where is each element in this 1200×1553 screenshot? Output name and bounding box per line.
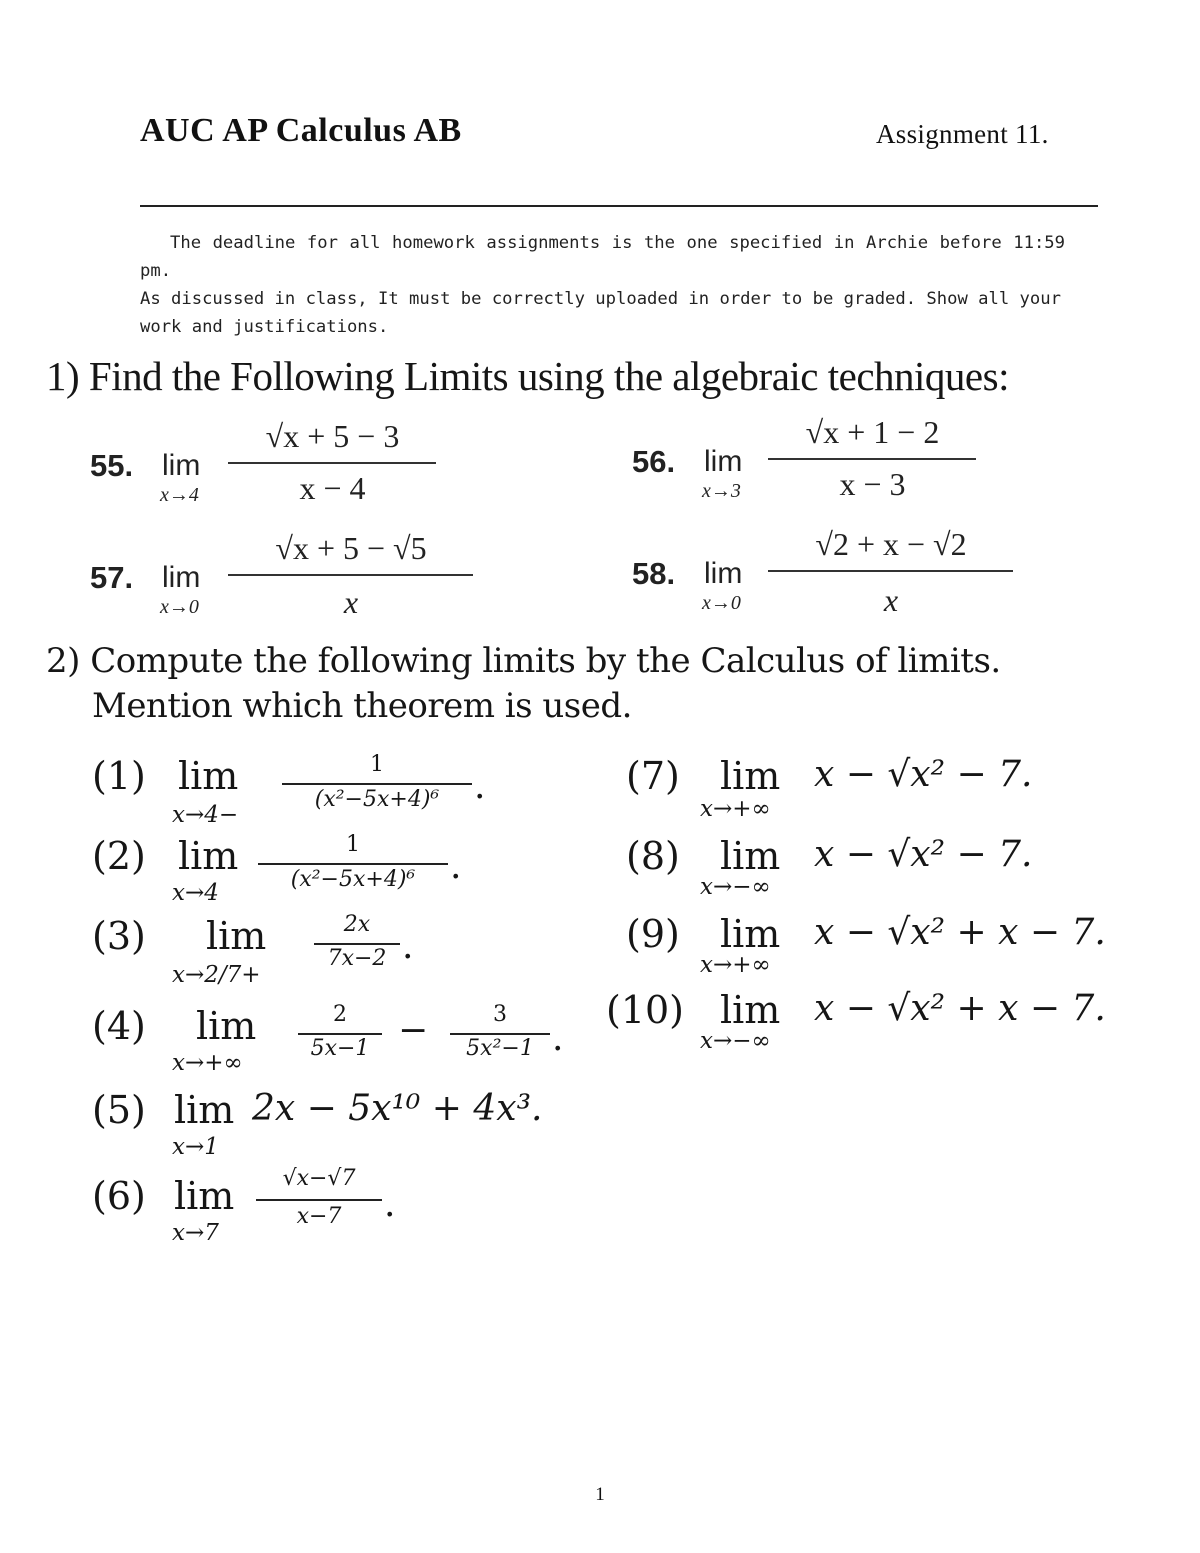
denominator: x xyxy=(883,582,899,618)
denominator-a: 5x−1 xyxy=(310,1036,370,1061)
denominator: x−7 xyxy=(296,1204,342,1229)
end-period: . xyxy=(384,1184,396,1225)
denominator: x − 4 xyxy=(299,470,366,506)
deadline-notice xyxy=(140,229,1065,341)
limit-subscript: x→3 xyxy=(702,480,741,502)
problem-label: (8) xyxy=(626,834,680,878)
problem-label: (6) xyxy=(92,1174,146,1218)
fraction-bar xyxy=(228,462,436,464)
numerator: √x + 1 − 2 xyxy=(805,414,940,450)
limit-subscript: x→4− xyxy=(172,802,239,828)
limit-subscript: x→−∞ xyxy=(700,874,771,900)
lim-operator: lim xyxy=(162,561,201,594)
problem-label: (9) xyxy=(626,912,680,956)
numerator: 1 xyxy=(346,832,360,857)
expression: x − √x² − 7. xyxy=(814,754,1033,795)
header-divider xyxy=(140,205,1098,207)
lim-operator: lim xyxy=(720,912,781,956)
lim-operator: lim xyxy=(178,834,239,878)
numerator: √2 + x − √2 xyxy=(815,526,967,562)
problem-label: (5) xyxy=(92,1088,146,1132)
denominator-b: 5x²−1 xyxy=(466,1036,534,1061)
problem-number: 56. xyxy=(632,444,676,479)
fraction-bar-b xyxy=(450,1033,550,1035)
problem-number: 58. xyxy=(632,556,676,591)
limit-subscript: x→+∞ xyxy=(700,796,771,822)
part2-heading-line2: Mention which theorem is used. xyxy=(92,686,632,726)
lim-operator: lim xyxy=(704,445,743,478)
lim-operator: lim xyxy=(720,988,781,1032)
numerator: √x + 5 − 3 xyxy=(265,418,400,454)
course-title: AUC AP Calculus AB xyxy=(140,112,462,149)
limit-subscript: x→7 xyxy=(172,1220,219,1246)
problem-number: 55. xyxy=(90,448,134,483)
limit-subscript: x→4 xyxy=(160,484,199,506)
assignment-number: Assignment 11. xyxy=(876,119,1049,149)
lim-operator: lim xyxy=(162,449,201,482)
lim-operator: lim xyxy=(720,834,781,878)
end-period: . xyxy=(402,926,414,967)
page-number: 1 xyxy=(595,1484,605,1505)
limit-subscript: x→−∞ xyxy=(700,1028,771,1054)
numerator: √x−√7 xyxy=(282,1166,356,1191)
problem-label: (2) xyxy=(92,834,146,878)
fraction-bar xyxy=(256,1199,382,1201)
expression: 2x − 5x¹⁰ + 4x³. xyxy=(252,1088,543,1129)
end-period: . xyxy=(450,846,462,887)
limit-subscript: x→+∞ xyxy=(172,1050,243,1076)
numerator: √x + 5 − √5 xyxy=(275,530,427,566)
problem-label: (10) xyxy=(606,988,685,1032)
lim-operator: lim xyxy=(178,754,239,798)
lim-operator: lim xyxy=(206,914,267,958)
minus-sign: − xyxy=(398,1010,429,1051)
limit-subscript: x→0 xyxy=(702,592,741,614)
limit-subscript: x→4 xyxy=(172,880,219,906)
part1-heading: 1) Find the Following Limits using the algebraic techniques: xyxy=(46,353,1009,399)
end-period: . xyxy=(552,1018,564,1059)
problem-label: (3) xyxy=(92,914,146,958)
numerator: 1 xyxy=(370,752,384,777)
denominator: (x²−5x+4)⁶ xyxy=(314,787,440,812)
numerator: 2x xyxy=(343,912,371,937)
limit-subscript: x→2/7+ xyxy=(172,962,261,988)
fraction-bar xyxy=(228,574,473,576)
fraction-bar xyxy=(258,863,448,865)
fraction-bar-a xyxy=(298,1033,382,1035)
expression: x − √x² + x − 7. xyxy=(814,988,1106,1029)
notice-line-1: The deadline for all homework assignments is the one specified in Archie before 11:59 pm. xyxy=(140,233,1065,281)
fraction-bar xyxy=(314,943,400,945)
problem-label: (1) xyxy=(92,754,146,798)
denominator: x xyxy=(343,584,359,620)
numerator-b: 3 xyxy=(493,1002,507,1027)
notice-line-3: work and justifications. xyxy=(140,317,389,337)
fraction-bar xyxy=(768,570,1013,572)
lim-operator: lim xyxy=(196,1004,257,1048)
fraction-bar xyxy=(282,783,472,785)
lim-operator: lim xyxy=(704,557,743,590)
denominator: (x²−5x+4)⁶ xyxy=(290,867,416,892)
fraction-bar xyxy=(768,458,976,460)
limit-subscript: x→+∞ xyxy=(700,952,771,978)
problem-label: (7) xyxy=(626,754,680,798)
lim-operator: lim xyxy=(174,1174,235,1218)
problem-label: (4) xyxy=(92,1004,146,1048)
expression: x − √x² + x − 7. xyxy=(814,912,1106,953)
lim-operator: lim xyxy=(174,1088,235,1132)
denominator: x − 3 xyxy=(839,466,906,502)
limit-subscript: x→1 xyxy=(172,1134,219,1160)
expression: x − √x² − 7. xyxy=(814,834,1033,875)
part2-heading-line1: 2) Compute the following limits by the Calculus of limits. xyxy=(46,641,1001,681)
numerator-a: 2 xyxy=(333,1002,347,1027)
end-period: . xyxy=(474,766,486,807)
notice-line-2: As discussed in class, It must be correctly uploaded in order to be graded. Show all your xyxy=(140,289,1061,309)
lim-operator: lim xyxy=(720,754,781,798)
limit-subscript: x→0 xyxy=(160,596,199,618)
problem-number: 57. xyxy=(90,560,134,595)
denominator: 7x−2 xyxy=(327,946,387,971)
